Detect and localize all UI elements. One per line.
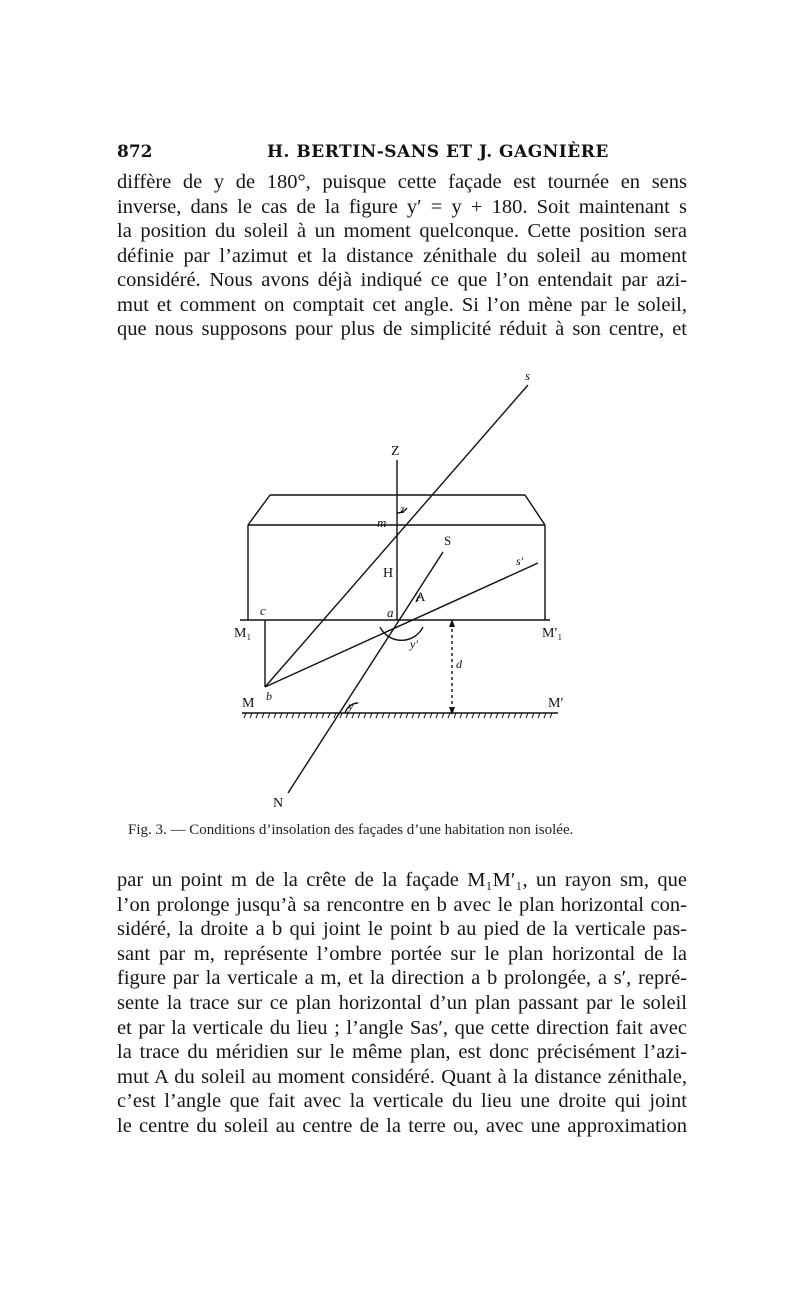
sun-ray-line [265,385,528,687]
paragraph-top [117,170,687,342]
text-line: figure par la verticale a m, et la direction a b prolongée, a s′, repré- [117,967,687,990]
label-N: N [273,796,284,811]
label-Z: Z [391,444,400,459]
text-line: sidéré, la droite a b qui joint le point b au pied de la verticale pas- [117,918,687,941]
ground-hatching [242,713,558,718]
label-A: A [416,589,426,604]
text-line: mut A du soleil au moment considéré. Quant à la distance zénithale, [117,1065,687,1088]
label-y-prime: y′ [410,637,418,651]
running-title: H. BERTIN-SANS ET J. GAGNIÈRE [267,142,609,162]
running-header [117,142,687,166]
label-M-prime: M′ [548,696,564,711]
text-line: la trace du méridien sur le même plan, est donc précisément l’azi- [117,1041,687,1064]
label-c: c [260,603,266,618]
figure-caption: Fig. 3. — Conditions d’insolation des façades d’une habitation non isolée. [128,822,574,838]
label-d: d [456,657,462,671]
text-line: diffère de y de 180°, puisque cette façade est tournée en sens [117,171,687,193]
label-m: m [377,515,387,530]
figure-3 [220,365,580,820]
roof-left-slope [248,495,270,525]
page-number: 872 [117,142,153,162]
roof-right-slope [525,495,545,525]
text-line: inverse, dans le cas de la figure y′ = y + 180. Soit maintenant s [117,195,687,218]
text-line: la position du soleil à un moment quelconque. Cette position sera [117,220,687,242]
paragraph-bottom [117,868,687,1139]
text-line: et par la verticale du lieu ; l’angle Sas′, que cette direction fait avec [117,1016,687,1039]
label-s-prime: s′ [516,554,524,568]
figure-diagram [220,365,580,815]
label-M1: M₁ [234,626,252,641]
text-line: c’est l’angle que fait avec la verticale du lieu une droite qui joint [117,1090,687,1113]
label-z: z [400,502,405,516]
text-line: considéré. Nous avons déjà indiqué ce que l’on entendait par azi- [117,269,687,291]
text-line: par un point m de la crête de la façade M₁M′₁, un rayon sm, que [117,869,687,891]
label-H: H [383,566,394,581]
text-line: définie par l’azimut et la distance zénithale du soleil au moment [117,244,687,267]
label-y: y [348,699,354,713]
label-S: S [444,533,452,548]
text-line: sente la trace sur ce plan horizontal d’un plan passant par le soleil [117,991,687,1014]
label-M1-prime: M′₁ [542,626,563,641]
text-line: l’on prolonge jusqu’à sa rencontre en b avec le plan horizontal con- [117,893,687,916]
shadow-line [265,563,538,687]
text-line: mut et comment on comptait cet angle. Si l’on mène par le soleil, [117,293,687,316]
text-line: que nous supposons pour plus de simplicité réduit à son centre, et [117,318,687,340]
text-line: sant par m, représente l’ombre portée sur le plan horizontal de la [117,942,687,965]
label-M: M [242,696,255,711]
label-s-top: s [525,368,531,383]
text-line: le centre du soleil au centre de la terre ou, avec une approximation [117,1114,687,1137]
label-b: b [266,689,272,703]
label-a: a [387,605,394,620]
